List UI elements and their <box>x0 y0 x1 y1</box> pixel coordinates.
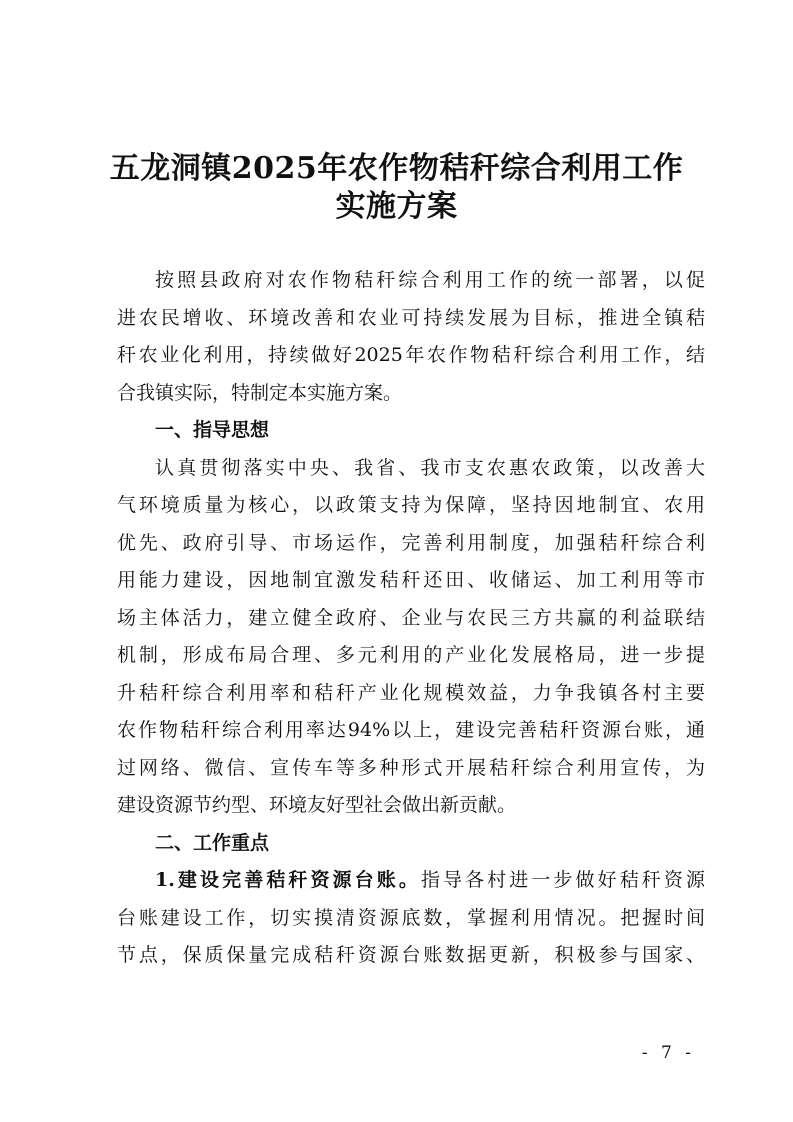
intro-line: 秆农业化利用，持续做好2025年农作物秸秆综合利用工作，结 <box>117 344 705 366</box>
item1-first-line <box>117 862 705 900</box>
section1-line: 农作物秸秆综合利用率达94%以上，建设完善秸秆资源台账，通 <box>117 719 705 741</box>
title-line-2: 实施方案 <box>335 189 458 224</box>
section1-line: 气环境质量为核心，以政策支持为保障，坚持因地制宜、农用 <box>117 494 705 516</box>
item1-lead-rest: 指导各村进一步做好秸秆资源 <box>420 869 705 891</box>
section1-line: 认真贯彻落实中央、我省、我市支农惠农政策，以改善大 <box>155 456 705 479</box>
section1-line: 场主体活力，建立健全政府、企业与农民三方共赢的利益联结 <box>117 606 705 629</box>
document-title <box>0 150 793 226</box>
item1-line: 节点，保质保量完成秸秆资源台账数据更新，积极参与国家、 <box>117 944 705 966</box>
section1-line: 升秸秆综合利用率和秸秆产业化规模效益，力争我镇各村主要 <box>117 681 705 704</box>
document-body <box>117 262 705 975</box>
section-heading-guiding-ideology: 一、指导思想 <box>155 419 270 441</box>
title-line-1: 五龙洞镇2025年农作物秸秆综合利用工作 <box>109 151 684 186</box>
section1-line: 用能力建设，因地制宜激发秸秆还田、收储运、加工利用等市 <box>117 569 705 591</box>
intro-line: 合我镇实际，特制定本实施方案。 <box>117 381 403 404</box>
section1-line: 机制，形成布局合理、多元利用的产业化发展格局，进一步提 <box>117 644 705 666</box>
section1-line: 优先、政府引导、市场运作，完善利用制度，加强秸秆综合利 <box>117 531 705 554</box>
intro-line: 进农民增收、环境改善和农业可持续发展为目标，推进全镇秸 <box>117 306 705 329</box>
section1-line: 过网络、微信、宣传车等多种形式开展秸秆综合利用宣传，为 <box>117 756 705 779</box>
section-heading-work-focus: 二、工作重点 <box>155 831 270 854</box>
item1-line: 台账建设工作，切实摸清资源底数，掌握利用情况。把握时间 <box>117 906 705 929</box>
intro-line: 按照县政府对农作物秸秆综合利用工作的统一部署，以促 <box>155 269 705 291</box>
page-number: - 7 - <box>641 1043 695 1063</box>
section1-line: 建设资源节约型、环境友好型社会做出新贡献。 <box>117 794 517 816</box>
item1-bold-lead: 1.建设完善秸秆资源台账。 <box>155 869 421 891</box>
